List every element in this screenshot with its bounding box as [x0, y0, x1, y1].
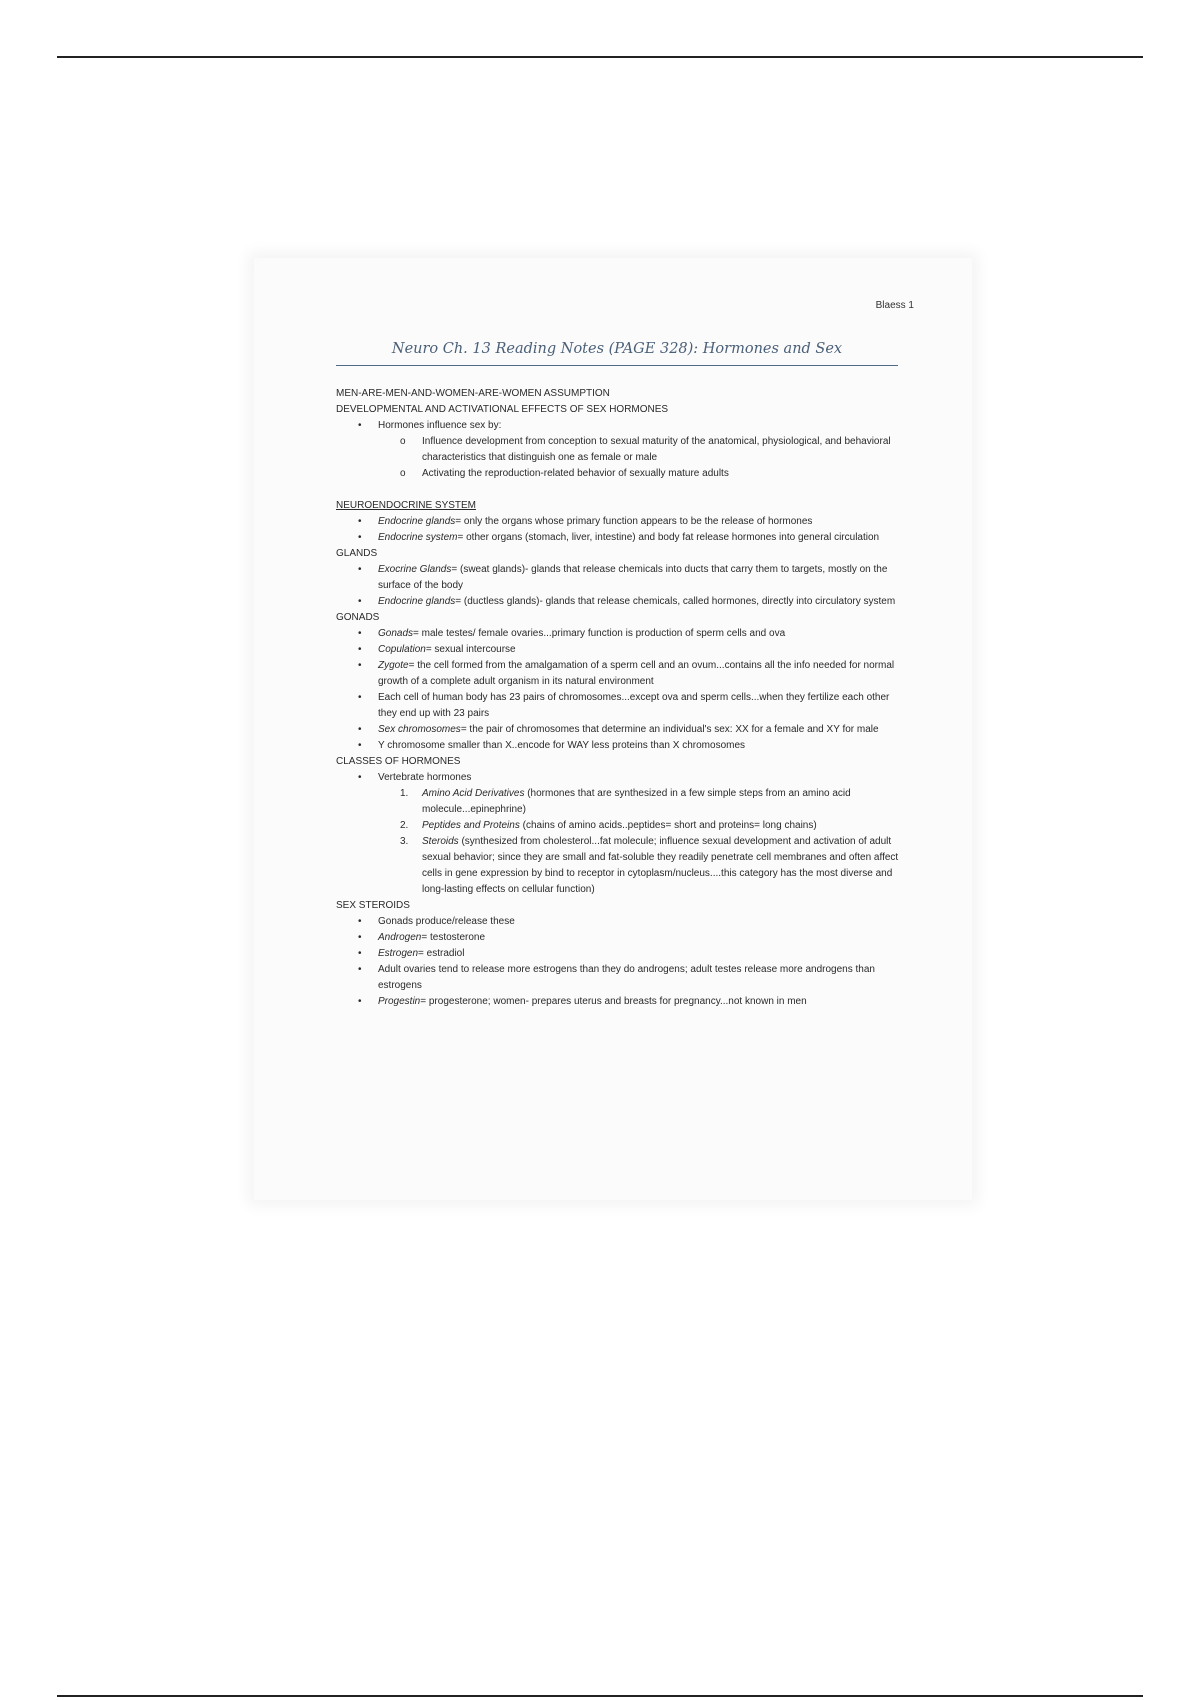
- list-item: [336, 914, 901, 930]
- section-heading: GLANDS: [336, 548, 378, 559]
- bullet-list: [336, 914, 901, 1010]
- circle-marker: o: [400, 436, 406, 447]
- list-item: • Vertebrate hormones: [336, 770, 901, 786]
- bullet-marker: •: [358, 948, 362, 959]
- bullet-marker: •: [358, 516, 362, 527]
- list-item: [336, 514, 901, 530]
- term: Steroids: [422, 836, 459, 847]
- term: Endocrine glands: [378, 516, 456, 527]
- list-item: [336, 722, 901, 738]
- bullet-marker: •: [358, 532, 362, 543]
- definition: = progesterone; women- prepares uterus and breasts for pregnancy...not known in men: [420, 996, 807, 1007]
- page-header: Blaess 1: [875, 300, 914, 311]
- definition: (hormones that are synthesized in a few simple steps from an amino acid molecule...epinephrine): [422, 788, 851, 815]
- list-item: [336, 642, 901, 658]
- number-marker: 2.: [400, 820, 409, 831]
- number-marker: 3.: [400, 836, 409, 847]
- number-marker: 1.: [400, 788, 409, 799]
- bullet-list: [336, 418, 901, 482]
- list-item: [336, 658, 901, 690]
- section-heading: NEUROENDOCRINE SYSTEM: [336, 500, 477, 511]
- definition: = the pair of chromosomes that determine an individual's sex: XX for a female and XY for male: [460, 724, 879, 735]
- list-item: • Hormones influence sex by:: [336, 418, 901, 434]
- spacer: [336, 482, 901, 498]
- term: Endocrine glands: [378, 596, 456, 607]
- notes-body: [336, 386, 901, 1010]
- definition: = (sweat glands)- glands that release chemicals into ducts that carry them to targets, mostly on the surface of the body: [378, 564, 888, 591]
- definition: = (ductless glands)- glands that release chemicals, called hormones, directly into circulatory system: [455, 596, 896, 607]
- bullet-marker: •: [358, 740, 362, 751]
- term: Copulation: [378, 644, 426, 655]
- list-item: [336, 994, 901, 1010]
- bullet-marker: •: [358, 628, 362, 639]
- section-heading: SEX STEROIDS: [336, 900, 410, 911]
- top-rule: [57, 56, 1143, 58]
- circle-marker: o: [400, 468, 406, 479]
- list-item: [336, 530, 901, 546]
- list-item: [336, 626, 901, 642]
- list-item: [336, 946, 901, 962]
- definition: (synthesized from cholesterol...fat molecule; influence sexual development and activation of adult sexual behavior; since they are small and fat-soluble they readily penetrate cell membranes and often affect cells in gene expression by bind to receptor in cytoplasm/nucleus....this category has the most diverse and long-lasting effects on cellular function): [422, 836, 899, 895]
- bullet-list: [336, 770, 901, 898]
- definition: Each cell of human body has 23 pairs of chromosomes...except ova and sperm cells...when they fertilize each other they end up with 23 pairs: [378, 692, 890, 719]
- term: Sex chromosomes: [378, 724, 461, 735]
- term: Estrogen: [378, 948, 419, 959]
- section-heading: CLASSES OF HORMONES: [336, 756, 461, 767]
- term: Progestin: [378, 996, 421, 1007]
- sub-list-item: o Influence development from conception to sexual maturity of the anatomical, physiological, and behavioral characteristics that distinguish one as female or male: [400, 436, 891, 463]
- bullet-marker: •: [358, 932, 362, 943]
- term: Exocrine Glands: [378, 564, 452, 575]
- definition: (chains of amino acids..peptides= short and proteins= long chains): [519, 820, 817, 831]
- bullet-list: [336, 626, 901, 754]
- section-heading: GONADS: [336, 612, 380, 623]
- definition: = sexual intercourse: [425, 644, 516, 655]
- definition: Y chromosome smaller than X..encode for WAY less proteins than X chromosomes: [378, 740, 746, 751]
- bullet-marker: •: [358, 660, 362, 671]
- bullet-list: [336, 514, 901, 546]
- definition: Adult ovaries tend to release more estrogens than they do androgens; adult testes release more androgens than estrogens: [378, 964, 875, 991]
- list-item: [336, 962, 901, 994]
- bullet-list: [336, 562, 901, 610]
- definition: = the cell formed from the amalgamation of a sperm cell and an ovum...contains all the info needed for normal growth of a complete adult organism in its natural environment: [378, 660, 895, 687]
- list-item: [336, 930, 901, 946]
- bullet-marker: •: [358, 596, 362, 607]
- document-page: [254, 258, 972, 1200]
- bottom-rule: [57, 1695, 1143, 1697]
- bullet-marker: •: [358, 724, 362, 735]
- list-item: [336, 690, 901, 722]
- term: Zygote: [378, 660, 409, 671]
- bullet-marker: •: [358, 420, 362, 431]
- definition: Gonads produce/release these: [378, 916, 515, 927]
- bullet-marker: •: [358, 772, 362, 783]
- list-item: [336, 594, 901, 610]
- term: Endocrine system: [378, 532, 458, 543]
- bullet-marker: •: [358, 692, 362, 703]
- term: Peptides and Proteins: [422, 820, 520, 831]
- sub-list-item: o Activating the reproduction-related behavior of sexually mature adults: [336, 466, 901, 482]
- definition: = only the organs whose primary function appears to be the release of hormones: [455, 516, 813, 527]
- bullet-marker: •: [358, 996, 362, 1007]
- bullet-marker: •: [358, 564, 362, 575]
- numbered-item: [336, 834, 901, 898]
- definition: = testosterone: [421, 932, 486, 943]
- bullet-marker: •: [358, 644, 362, 655]
- bullet-marker: •: [358, 916, 362, 927]
- term: Androgen: [378, 932, 422, 943]
- definition: = male testes/ female ovaries...primary function is production of sperm cells and ova: [413, 628, 786, 639]
- definition: = estradiol: [418, 948, 465, 959]
- section-heading: DEVELOPMENTAL AND ACTIVATIONAL EFFECTS OF SEX HORMONES: [336, 404, 669, 415]
- numbered-item: [336, 786, 901, 818]
- title-underline: [336, 365, 898, 366]
- list-item: [336, 562, 901, 594]
- document-title: Neuro Ch. 13 Reading Notes (PAGE 328): Hormones and Sex: [391, 341, 843, 357]
- term: Amino Acid Derivatives: [422, 788, 525, 799]
- list-item: [336, 738, 901, 754]
- section-heading: MEN-ARE-MEN-AND-WOMEN-ARE-WOMEN ASSUMPTION: [336, 388, 610, 399]
- numbered-item: [336, 818, 901, 834]
- definition: = other organs (stomach, liver, intestine) and body fat release hormones into general circulation: [457, 532, 880, 543]
- term: Gonads: [378, 628, 414, 639]
- bullet-marker: •: [358, 964, 362, 975]
